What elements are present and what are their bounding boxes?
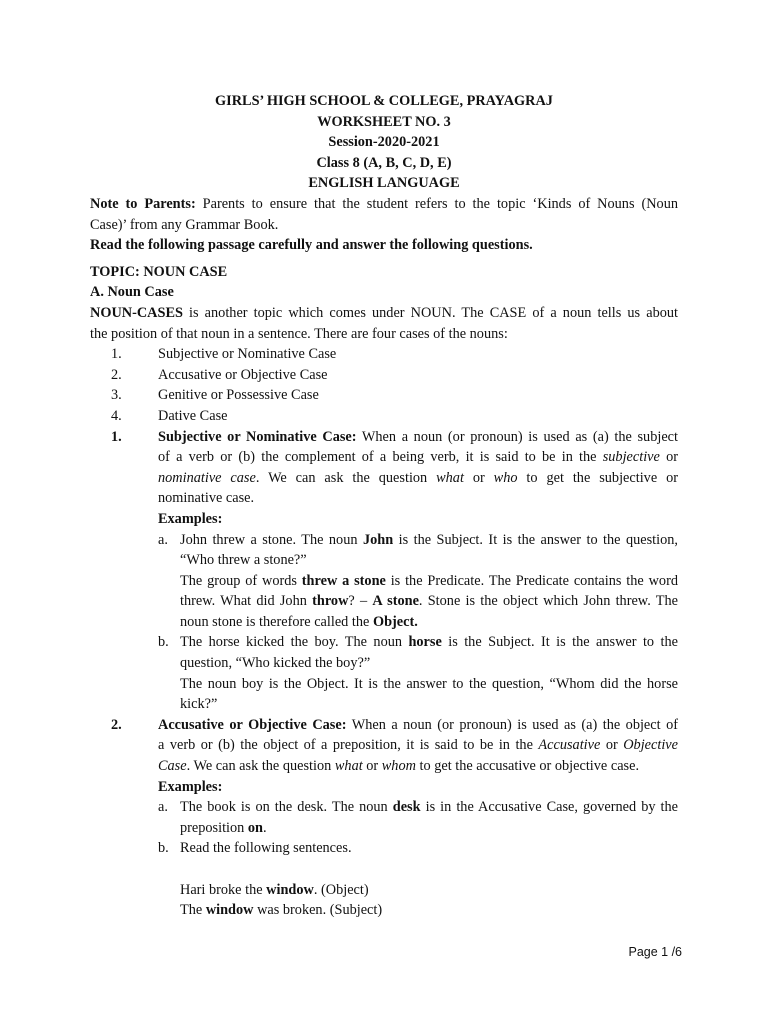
section-1-subjective: 1. Subjective or Nominative Case: When a noun (or pronoun) is used as (a) the subject of a verb or (b) the complement of a being verb, it is said to be in the subjective or nominative case. We can ask the question what or who to get the subjective or nominative case. Examples: (90, 427, 678, 530)
sentence-2: The window was broken. (Subject) (180, 902, 383, 919)
note-label: Note to Parents: (90, 196, 196, 212)
subject-title: ENGLISH LANGUAGE (308, 175, 460, 192)
examples-heading: Examples: (158, 510, 223, 527)
note-line-2: Case)’ from any Grammar Book. (90, 216, 279, 233)
section-a-heading: A. Noun Case (90, 284, 174, 301)
intro-line-2: the position of that noun in a sentence. There are four cases of the nouns: (90, 325, 508, 342)
page-number: Page 1 /6 (628, 945, 682, 959)
topic-heading: TOPIC: NOUN CASE (90, 263, 228, 280)
section-2-accusative: 2. Accusative or Objective Case: When a noun (or pronoun) is used as (a) the object of a verb or (b) the object of a preposition, it is said to be in the Accusative or Objective Case. We can ask the question what or whom to get the accusative or objective case. (111, 716, 678, 775)
section-1-title: Subjective or Nominative Case: (158, 428, 357, 445)
worksheet-header (0, 91, 768, 194)
example-b: b. The horse kicked the boy. The noun horse is the Subject. It is the answer to the question, “Who kicked the boy?” The noun boy is the Object. It is the answer to the question, “Whom did the horse kick?” (158, 634, 678, 713)
list-item: 4. Dative Case (111, 407, 228, 424)
worksheet-number: WORKSHEET NO. 3 (317, 113, 451, 130)
note-line-1: Note to Parents: Parents to ensure that the student refers to the topic ‘Kinds of Nouns (Noun (90, 196, 678, 212)
session: Session-2020-2021 (328, 134, 440, 151)
list-item: 1. Subjective or Nominative Case (111, 346, 337, 363)
list-item: 3. Genitive or Possessive Case (111, 387, 319, 404)
intro-line-1: NOUN-CASES is another topic which comes under NOUN. The CASE of a noun tells us about (90, 304, 678, 321)
section-2-title: Accusative or Objective Case: (158, 716, 347, 733)
instruction: Read the following passage carefully and answer the following questions. (90, 237, 533, 254)
worksheet-body (90, 194, 678, 921)
list-item: 2. Accusative or Objective Case (111, 366, 328, 383)
example-a: a. John threw a stone. The noun John is the Subject. It is the answer to the question, “Who threw a stone?” The group of words threw a stone is the Predicate. The Predicate contains the word threw. What did John throw? – A stone. Stone is the object which John threw. The noun stone is therefore called the Object. (158, 531, 678, 630)
examples-heading: Examples: (158, 778, 223, 795)
school-name: GIRLS’ HIGH SCHOOL & COLLEGE, PRAYAGRAJ (215, 93, 553, 109)
example-b: b. Read the following sentences. Hari broke the window. (Object) The window was broken. (Subject) (90, 838, 678, 920)
class-info: Class 8 (A, B, C, D, E) (316, 154, 452, 171)
example-a: a. The book is on the desk. The noun desk is in the Accusative Case, governed by the preposition on. (158, 799, 679, 836)
sentence-1: Hari broke the window. (Object) (180, 881, 369, 898)
